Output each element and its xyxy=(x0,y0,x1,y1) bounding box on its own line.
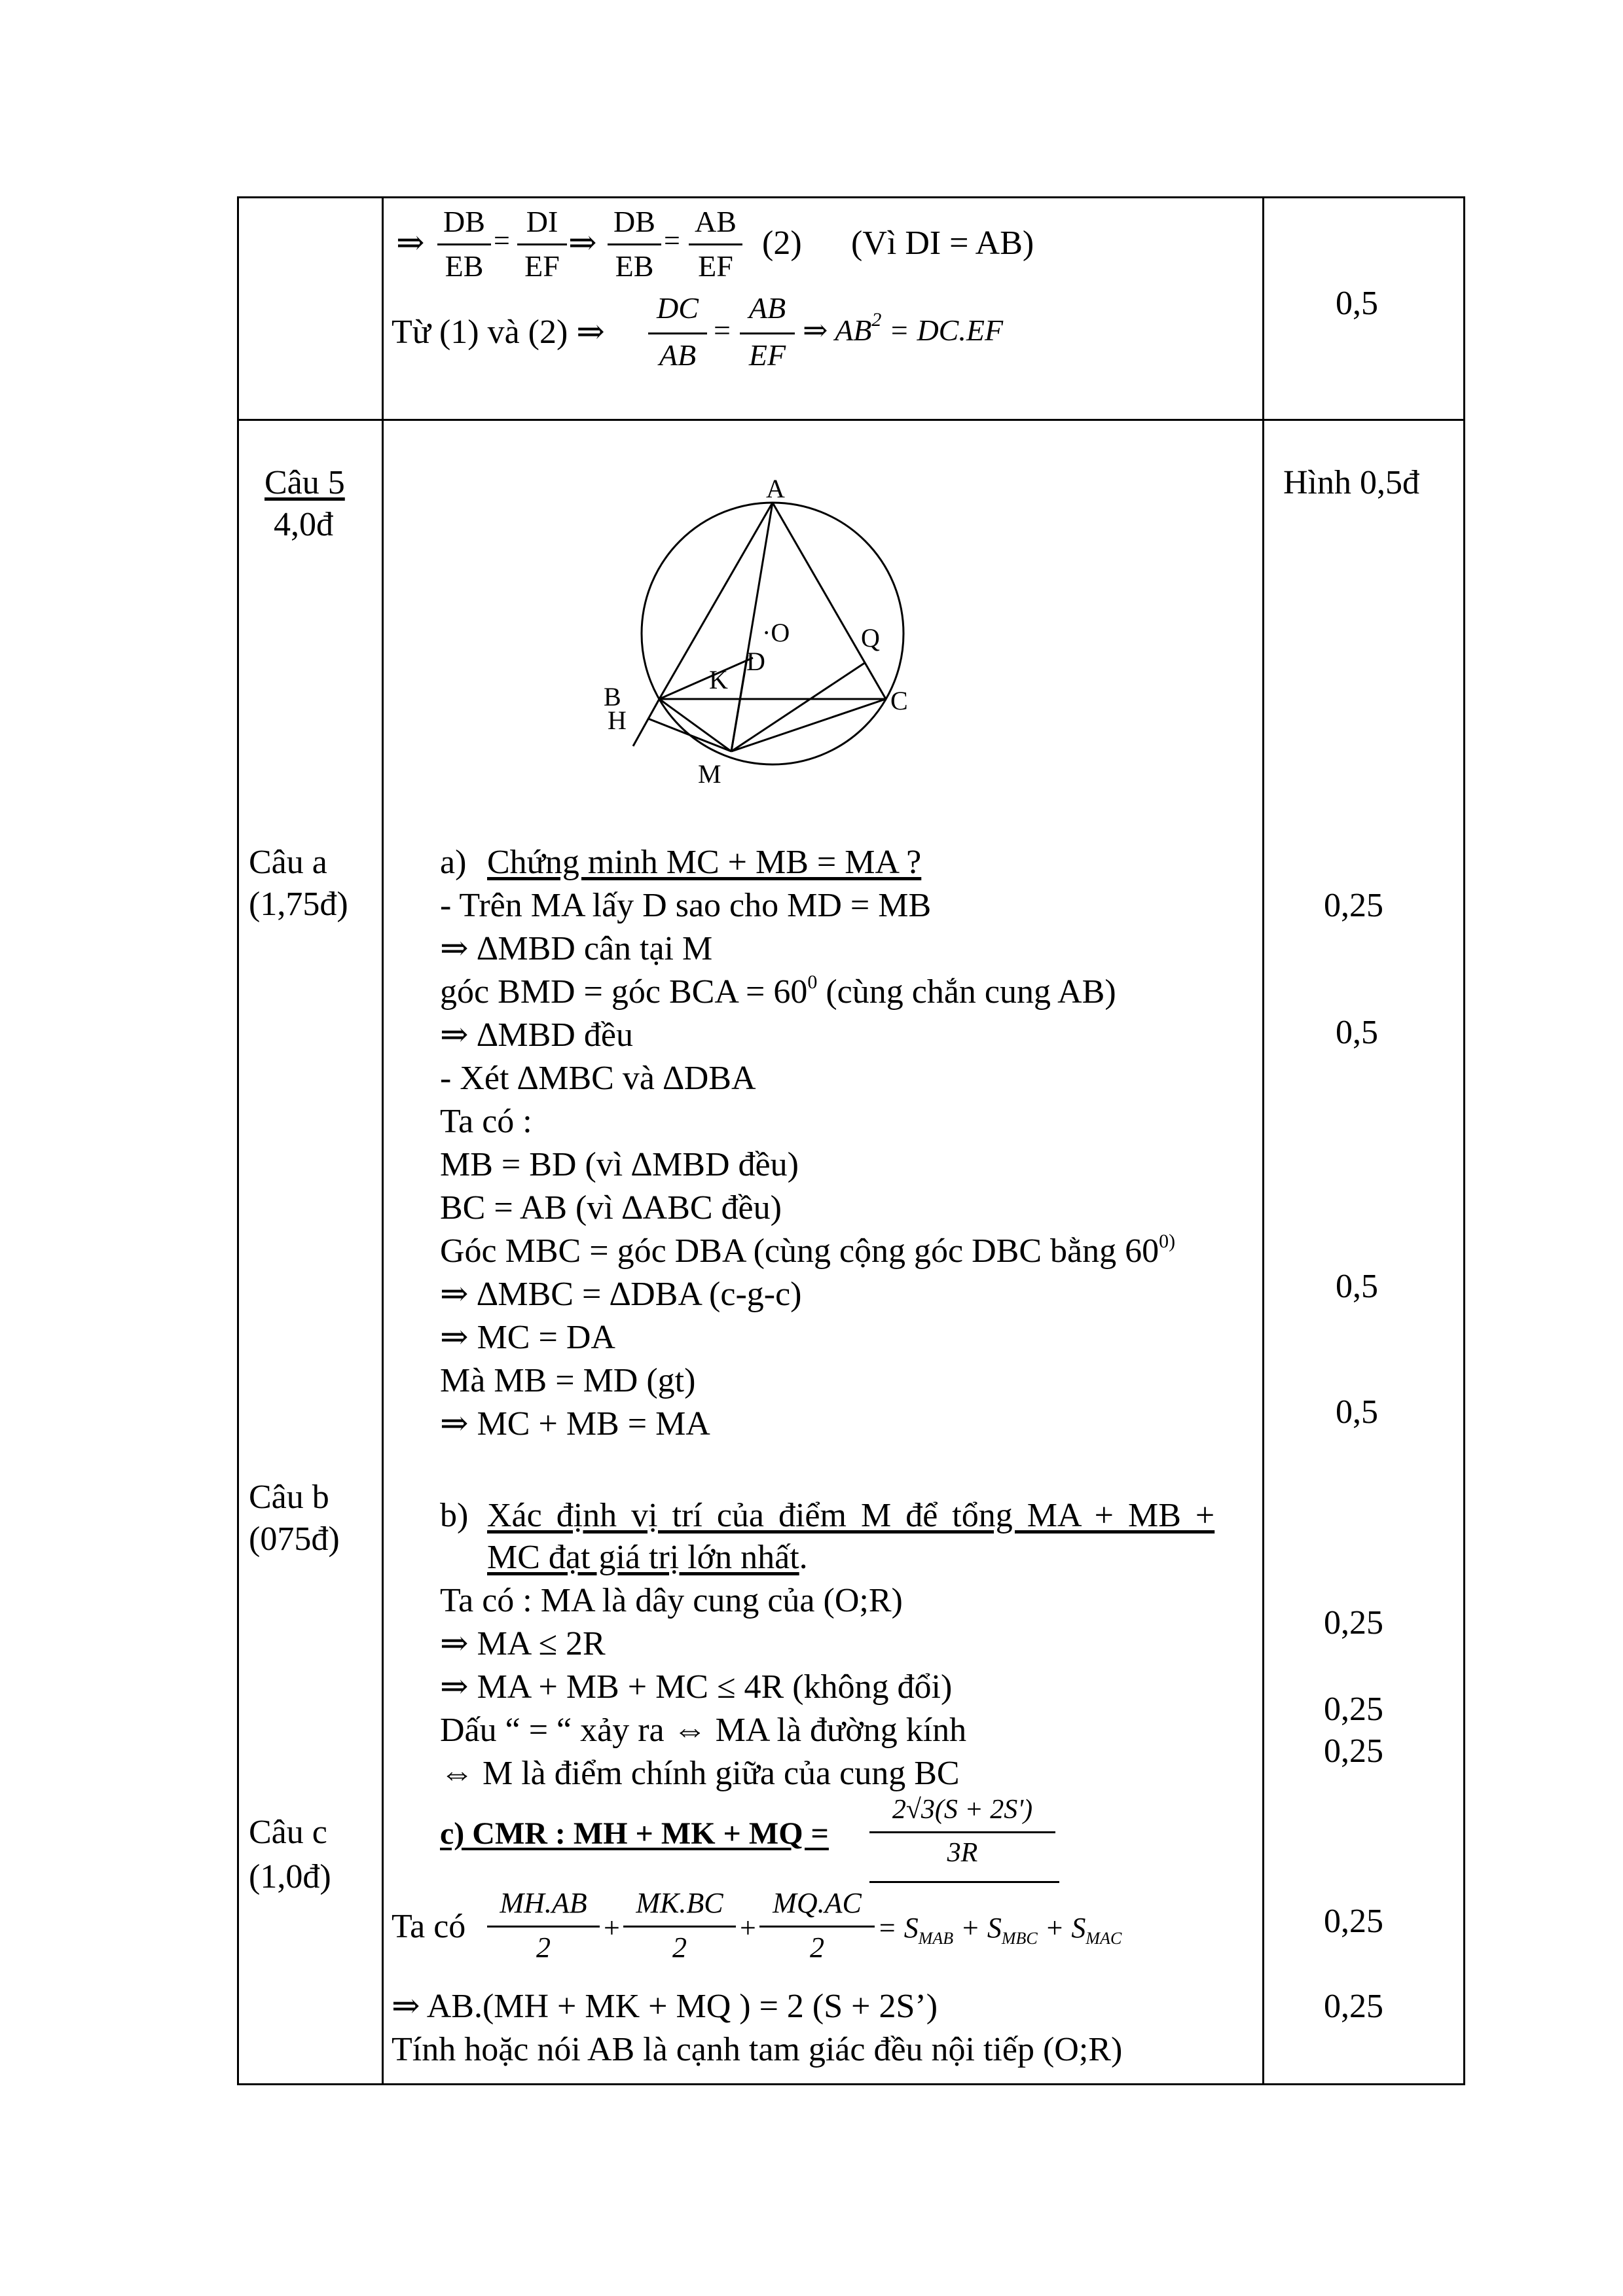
score-a-2: 0,5 xyxy=(1336,1014,1378,1051)
implies-symbol: ⇒ xyxy=(396,224,425,262)
score-a-3: 0,5 xyxy=(1336,1268,1378,1305)
score-c-2: 0,25 xyxy=(1324,1988,1383,2025)
score-b-2: 0,25 xyxy=(1324,1691,1383,1728)
label-c: C xyxy=(890,686,908,715)
equation-label-2: (2) xyxy=(762,224,802,262)
part-a-line-4: ⇒ ∆MBD đều xyxy=(440,1016,633,1054)
part-c-taco: Ta có xyxy=(392,1908,466,1945)
fraction-ab-ef-2: AB EF xyxy=(740,291,795,376)
label-d: D xyxy=(746,647,765,676)
score-figure: Hình 0,5đ xyxy=(1283,464,1419,501)
part-a-line-11: ⇒ MC = DA xyxy=(440,1319,615,1356)
score-b-1: 0,25 xyxy=(1324,1604,1383,1641)
part-c-line-2: ⇒ AB.(MH + MK + MQ ) = 2 (S + 2S’) xyxy=(392,1988,938,2025)
row-divider xyxy=(237,419,1465,421)
score-b-3: 0,25 xyxy=(1324,1732,1383,1770)
label-b: B xyxy=(604,682,621,711)
question-b-label: Câu b xyxy=(249,1479,329,1516)
question-b-points: (075đ) xyxy=(249,1520,340,1558)
score-row1: 0,5 xyxy=(1336,285,1378,322)
fraction-db-eb: DB EB xyxy=(437,204,491,284)
part-b-line-4: Dấu “ = “ xảy ra ⇔ MA là đường kính xyxy=(440,1712,967,1749)
from-1-and-2: Từ (1) và (2) ⇒ xyxy=(392,314,605,351)
column-divider-1 xyxy=(382,196,384,2085)
fraction-mk-bc: MK.BC 2 xyxy=(623,1885,736,1969)
score-a-4: 0,5 xyxy=(1336,1393,1378,1431)
equals-sign: = xyxy=(664,224,680,257)
part-b-heading-1: Xác định vị trí của điểm M để tổng MA + MB + xyxy=(487,1497,1215,1534)
part-b-heading-2: MC đạt giá trị lớn nhất. xyxy=(487,1539,808,1576)
fraction-ab-ef: AB EF xyxy=(689,204,742,284)
result-ab-squared: ⇒ $AB^2 = DC.EF$ xyxy=(803,309,1004,347)
part-a-line-1: - Trên MA lấy D sao cho MD = MB xyxy=(440,887,932,924)
part-a-line-12: Mà MB = MD (gt) xyxy=(440,1362,696,1399)
question-c-label: Câu c xyxy=(249,1814,327,1851)
fraction-mh-ab: MH.AB 2 xyxy=(487,1885,600,1969)
fraction-dc-ab: DC AB xyxy=(648,291,707,376)
table-border-top xyxy=(237,196,1465,198)
part-b-line-3: ⇒ MA + MB + MC ≤ 4R (không đổi) xyxy=(440,1668,953,1706)
part-b-prefix: b) xyxy=(440,1497,469,1534)
fraction-mq-ac: MQ.AC 2 xyxy=(759,1885,875,1969)
question-c-points: (1,0đ) xyxy=(249,1858,331,1895)
part-b-line-2: ⇒ MA ≤ 2R xyxy=(440,1625,606,1662)
area-sum: = $S_{MAB} + S_{MBC} + S_{MAC}$ xyxy=(877,1912,1122,1948)
label-o: ·O xyxy=(762,618,790,647)
part-c-heading: c) CMR : MH + MK + MQ = xyxy=(440,1816,829,1851)
part-a-line-7: MB = BD (vì ∆MBD đều) xyxy=(440,1146,799,1183)
plus-sign: + xyxy=(604,1912,620,1944)
part-a-line-5: - Xét ∆MBC và ∆DBA xyxy=(440,1060,756,1097)
label-h: H xyxy=(608,706,627,735)
implies-symbol: ⇒ xyxy=(568,224,597,262)
column-divider-2 xyxy=(1262,196,1264,2085)
table-border-left xyxy=(237,196,239,2085)
question-a-points: (1,75đ) xyxy=(249,886,348,923)
figure-lines xyxy=(633,503,886,751)
equals-sign: = xyxy=(494,224,510,257)
label-a: A xyxy=(766,474,785,503)
table-border-right xyxy=(1463,196,1465,2085)
label-m: M xyxy=(698,759,721,789)
score-a-1: 0,25 xyxy=(1324,887,1383,924)
part-c-underline xyxy=(869,1881,1059,1883)
geometry-figure xyxy=(576,458,982,798)
part-a-line-2: ⇒ ∆MBD cân tại M xyxy=(440,930,713,967)
part-b-line-1: Ta có : MA là dây cung của (O;R) xyxy=(440,1582,903,1619)
part-a-line-10: ⇒ ∆MBC = ∆DBA (c-g-c) xyxy=(440,1276,802,1313)
part-a-line-3: góc BMD = góc BCA = $60^0$ (cùng chắn cung AB) xyxy=(440,971,1116,1011)
plus-sign: + xyxy=(740,1912,756,1944)
fraction-db-eb-2: DB EB xyxy=(608,204,661,284)
part-a-line-9: Góc MBC = góc DBA (cùng cộng góc DBC bằng 60$^{0)}$ xyxy=(440,1230,1176,1270)
part-c-rhs-fraction: 2√3(S + 2S') 3R xyxy=(869,1792,1055,1871)
part-b-line-5: ⇔ M là điểm chính giữa của cung BC xyxy=(440,1755,960,1792)
equals-sign: = xyxy=(714,314,731,347)
table-border-bottom xyxy=(237,2083,1465,2085)
part-a-line-6: Ta có : xyxy=(440,1103,532,1140)
score-c-1: 0,25 xyxy=(1324,1903,1383,1940)
question-a-label: Câu a xyxy=(249,844,327,881)
part-c-line-3: Tính hoặc nói AB là cạnh tam giác đều nội tiếp (O;R) xyxy=(392,2031,1123,2068)
reason-text: (Vì DI = AB) xyxy=(851,224,1034,262)
part-a-heading: Chứng minh MC + MB = MA ? xyxy=(487,844,922,881)
fraction-di-ef: DI EF xyxy=(517,204,567,284)
question-5-label: Câu 5 xyxy=(264,464,345,501)
part-a-line-13: ⇒ MC + MB = MA xyxy=(440,1405,710,1443)
part-a-prefix: a) xyxy=(440,844,467,881)
label-k: K xyxy=(709,665,728,694)
question-5-points: 4,0đ xyxy=(274,506,333,543)
label-q: Q xyxy=(861,623,880,653)
part-a-line-8: BC = AB (vì ∆ABC đều) xyxy=(440,1189,782,1227)
